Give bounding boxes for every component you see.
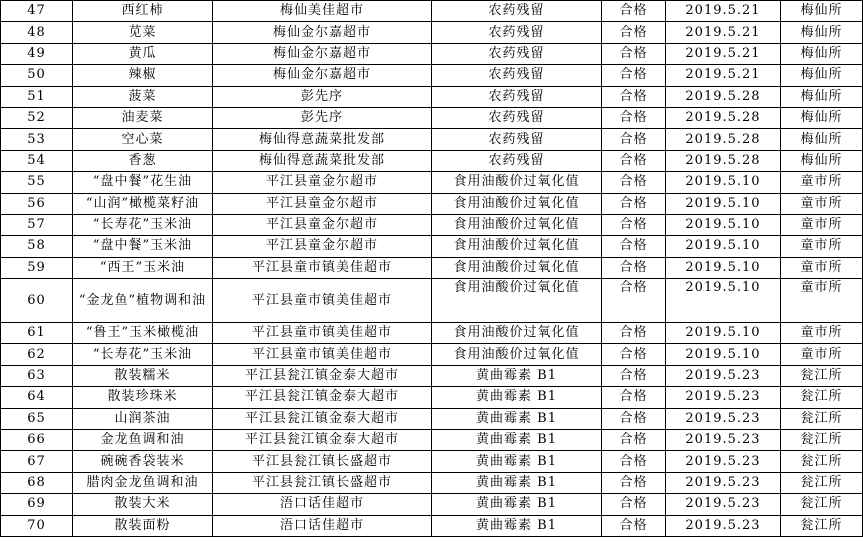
test-item-cell: 农药残留 [432, 86, 602, 107]
test-date-cell: 2019.5.28 [666, 129, 781, 150]
table-body [1, 1, 863, 537]
inspection-unit-cell: 瓮江所 [781, 494, 863, 515]
table-row [1, 107, 863, 128]
inspection-unit-cell: 梅仙所 [781, 65, 863, 86]
test-date-cell: 2019.5.10 [666, 323, 781, 344]
product-name-cell: 苋菜 [73, 22, 213, 43]
test-result-cell: 合格 [602, 65, 666, 86]
store-name-cell: 平江县瓮江镇长盛超市 [213, 472, 432, 493]
table-row [1, 323, 863, 344]
test-item-cell: 黄曲霉素 B1 [432, 365, 602, 386]
table-row [1, 193, 863, 214]
store-name-cell: 平江县童市镇美佳超市 [213, 279, 432, 323]
store-name-cell: 梅仙金尔嘉超市 [213, 65, 432, 86]
test-result-cell: 合格 [602, 430, 666, 451]
inspection-unit-cell: 瓮江所 [781, 408, 863, 429]
inspection-unit-cell: 童市所 [781, 279, 863, 323]
test-result-cell: 合格 [602, 86, 666, 107]
test-result-cell: 合格 [602, 472, 666, 493]
table-row [1, 494, 863, 515]
test-result-cell: 合格 [602, 344, 666, 365]
store-name-cell: 平江县童金尔超市 [213, 193, 432, 214]
row-number-cell: 50 [1, 65, 73, 86]
inspection-unit-cell: 童市所 [781, 257, 863, 278]
table-row [1, 214, 863, 235]
test-item-cell: 黄曲霉素 B1 [432, 472, 602, 493]
inspection-unit-cell: 梅仙所 [781, 43, 863, 64]
test-date-cell: 2019.5.21 [666, 22, 781, 43]
inspection-unit-cell: 梅仙所 [781, 107, 863, 128]
table-row [1, 129, 863, 150]
test-result-cell: 合格 [602, 408, 666, 429]
test-item-cell: 农药残留 [432, 129, 602, 150]
test-result-cell: 合格 [602, 257, 666, 278]
product-name-cell: 西红柿 [73, 1, 213, 22]
test-item-cell: 食用油酸价过氧化值 [432, 257, 602, 278]
test-item-cell: 食用油酸价过氧化值 [432, 279, 602, 323]
inspection-unit-cell: 梅仙所 [781, 129, 863, 150]
table-row [1, 279, 863, 323]
inspection-unit-cell: 瓮江所 [781, 472, 863, 493]
product-name-cell: 金龙鱼调和油 [73, 430, 213, 451]
test-item-cell: 食用油酸价过氧化值 [432, 236, 602, 257]
table-row [1, 472, 863, 493]
table-row [1, 515, 863, 536]
test-result-cell: 合格 [602, 236, 666, 257]
inspection-unit-cell: 瓮江所 [781, 365, 863, 386]
inspection-unit-cell: 梅仙所 [781, 86, 863, 107]
test-item-cell: 食用油酸价过氧化值 [432, 193, 602, 214]
test-date-cell: 2019.5.28 [666, 150, 781, 171]
table-row [1, 344, 863, 365]
row-number-cell: 54 [1, 150, 73, 171]
test-item-cell: 黄曲霉素 B1 [432, 387, 602, 408]
store-name-cell: 浯口话佳超市 [213, 515, 432, 536]
table-row [1, 365, 863, 386]
row-number-cell: 67 [1, 451, 73, 472]
test-item-cell: 黄曲霉素 B1 [432, 515, 602, 536]
product-name-cell: 散装面粉 [73, 515, 213, 536]
store-name-cell: 平江县童市镇美佳超市 [213, 257, 432, 278]
product-name-cell: “鲁王”玉米橄榄油 [73, 323, 213, 344]
product-name-cell: “盘中餐”花生油 [73, 172, 213, 193]
test-date-cell: 2019.5.28 [666, 86, 781, 107]
test-date-cell: 2019.5.10 [666, 344, 781, 365]
row-number-cell: 52 [1, 107, 73, 128]
table-row [1, 257, 863, 278]
product-name-cell: 菠菜 [73, 86, 213, 107]
test-result-cell: 合格 [602, 387, 666, 408]
store-name-cell: 梅仙美佳超市 [213, 1, 432, 22]
test-date-cell: 2019.5.10 [666, 172, 781, 193]
row-number-cell: 64 [1, 387, 73, 408]
test-item-cell: 农药残留 [432, 43, 602, 64]
test-result-cell: 合格 [602, 494, 666, 515]
row-number-cell: 63 [1, 365, 73, 386]
test-item-cell: 农药残留 [432, 150, 602, 171]
store-name-cell: 平江县童金尔超市 [213, 214, 432, 235]
product-name-cell: “长寿花”玉米油 [73, 214, 213, 235]
test-date-cell: 2019.5.10 [666, 214, 781, 235]
table-row [1, 43, 863, 64]
test-result-cell: 合格 [602, 22, 666, 43]
inspection-unit-cell: 瓮江所 [781, 451, 863, 472]
test-date-cell: 2019.5.23 [666, 430, 781, 451]
inspection-unit-cell: 瓮江所 [781, 430, 863, 451]
test-date-cell: 2019.5.23 [666, 515, 781, 536]
test-result-cell: 合格 [602, 1, 666, 22]
store-name-cell: 平江县瓮江镇长盛超市 [213, 451, 432, 472]
row-number-cell: 60 [1, 279, 73, 323]
store-name-cell: 平江县瓮江镇金泰大超市 [213, 408, 432, 429]
product-name-cell: “长寿花”玉米油 [73, 344, 213, 365]
row-number-cell: 53 [1, 129, 73, 150]
test-item-cell: 黄曲霉素 B1 [432, 451, 602, 472]
product-name-cell: 散装大米 [73, 494, 213, 515]
test-item-cell: 食用油酸价过氧化值 [432, 172, 602, 193]
row-number-cell: 48 [1, 22, 73, 43]
inspection-unit-cell: 童市所 [781, 344, 863, 365]
test-item-cell: 黄曲霉素 B1 [432, 430, 602, 451]
row-number-cell: 61 [1, 323, 73, 344]
table-row [1, 430, 863, 451]
test-date-cell: 2019.5.28 [666, 107, 781, 128]
product-name-cell: 香葱 [73, 150, 213, 171]
product-name-cell: 油麦菜 [73, 107, 213, 128]
test-date-cell: 2019.5.10 [666, 236, 781, 257]
row-number-cell: 57 [1, 214, 73, 235]
test-item-cell: 农药残留 [432, 107, 602, 128]
table-row [1, 236, 863, 257]
product-name-cell: 山润茶油 [73, 408, 213, 429]
store-name-cell: 平江县瓮江镇金泰大超市 [213, 387, 432, 408]
product-name-cell: 空心菜 [73, 129, 213, 150]
product-name-cell: “山润”橄榄菜籽油 [73, 193, 213, 214]
store-name-cell: 梅仙金尔嘉超市 [213, 43, 432, 64]
test-item-cell: 食用油酸价过氧化值 [432, 214, 602, 235]
store-name-cell: 梅仙得意蔬菜批发部 [213, 129, 432, 150]
table-row [1, 86, 863, 107]
inspection-unit-cell: 梅仙所 [781, 22, 863, 43]
test-result-cell: 合格 [602, 172, 666, 193]
test-date-cell: 2019.5.23 [666, 408, 781, 429]
test-date-cell: 2019.5.23 [666, 365, 781, 386]
test-result-cell: 合格 [602, 107, 666, 128]
test-result-cell: 合格 [602, 43, 666, 64]
store-name-cell: 平江县童市镇美佳超市 [213, 323, 432, 344]
table-row [1, 408, 863, 429]
table-row [1, 150, 863, 171]
test-date-cell: 2019.5.10 [666, 279, 781, 323]
product-name-cell: 散装糯米 [73, 365, 213, 386]
product-name-cell: “盘中餐”玉米油 [73, 236, 213, 257]
row-number-cell: 58 [1, 236, 73, 257]
test-result-cell: 合格 [602, 150, 666, 171]
inspection-unit-cell: 瓮江所 [781, 387, 863, 408]
test-item-cell: 农药残留 [432, 1, 602, 22]
row-number-cell: 51 [1, 86, 73, 107]
test-result-cell: 合格 [602, 365, 666, 386]
test-date-cell: 2019.5.23 [666, 451, 781, 472]
product-name-cell: 黄瓜 [73, 43, 213, 64]
row-number-cell: 56 [1, 193, 73, 214]
store-name-cell: 浯口话佳超市 [213, 494, 432, 515]
table-row [1, 1, 863, 22]
test-date-cell: 2019.5.23 [666, 472, 781, 493]
row-number-cell: 55 [1, 172, 73, 193]
test-result-cell: 合格 [602, 279, 666, 323]
inspection-unit-cell: 梅仙所 [781, 1, 863, 22]
product-name-cell: 散装珍珠米 [73, 387, 213, 408]
test-item-cell: 农药残留 [432, 65, 602, 86]
test-date-cell: 2019.5.21 [666, 43, 781, 64]
test-result-cell: 合格 [602, 323, 666, 344]
table-row [1, 22, 863, 43]
inspection-unit-cell: 童市所 [781, 236, 863, 257]
inspection-unit-cell: 童市所 [781, 323, 863, 344]
product-name-cell: 碗碗香袋装米 [73, 451, 213, 472]
row-number-cell: 62 [1, 344, 73, 365]
row-number-cell: 68 [1, 472, 73, 493]
test-item-cell: 黄曲霉素 B1 [432, 494, 602, 515]
test-date-cell: 2019.5.21 [666, 1, 781, 22]
test-date-cell: 2019.5.23 [666, 494, 781, 515]
store-name-cell: 平江县童市镇美佳超市 [213, 344, 432, 365]
test-item-cell: 食用油酸价过氧化值 [432, 344, 602, 365]
store-name-cell: 梅仙得意蔬菜批发部 [213, 150, 432, 171]
table-row [1, 172, 863, 193]
table-row [1, 65, 863, 86]
store-name-cell: 平江县瓮江镇金泰大超市 [213, 430, 432, 451]
test-item-cell: 黄曲霉素 B1 [432, 408, 602, 429]
row-number-cell: 65 [1, 408, 73, 429]
product-name-cell: 腊肉金龙鱼调和油 [73, 472, 213, 493]
test-date-cell: 2019.5.10 [666, 257, 781, 278]
row-number-cell: 47 [1, 1, 73, 22]
inspection-unit-cell: 梅仙所 [781, 150, 863, 171]
test-date-cell: 2019.5.21 [666, 65, 781, 86]
row-number-cell: 70 [1, 515, 73, 536]
store-name-cell: 平江县童金尔超市 [213, 236, 432, 257]
store-name-cell: 彭先序 [213, 86, 432, 107]
product-name-cell: “金龙鱼”植物调和油 [73, 279, 213, 323]
test-result-cell: 合格 [602, 515, 666, 536]
test-item-cell: 农药残留 [432, 22, 602, 43]
test-result-cell: 合格 [602, 193, 666, 214]
store-name-cell: 平江县童金尔超市 [213, 172, 432, 193]
store-name-cell: 梅仙金尔嘉超市 [213, 22, 432, 43]
inspection-unit-cell: 瓮江所 [781, 515, 863, 536]
test-item-cell: 食用油酸价过氧化值 [432, 323, 602, 344]
inspection-unit-cell: 童市所 [781, 214, 863, 235]
test-result-cell: 合格 [602, 129, 666, 150]
row-number-cell: 66 [1, 430, 73, 451]
test-date-cell: 2019.5.23 [666, 387, 781, 408]
store-name-cell: 彭先序 [213, 107, 432, 128]
product-name-cell: 辣椒 [73, 65, 213, 86]
store-name-cell: 平江县瓮江镇金泰大超市 [213, 365, 432, 386]
product-name-cell: “西王”玉米油 [73, 257, 213, 278]
test-date-cell: 2019.5.10 [666, 193, 781, 214]
row-number-cell: 69 [1, 494, 73, 515]
inspection-unit-cell: 童市所 [781, 193, 863, 214]
test-result-cell: 合格 [602, 214, 666, 235]
inspection-unit-cell: 童市所 [781, 172, 863, 193]
table-row [1, 451, 863, 472]
row-number-cell: 49 [1, 43, 73, 64]
test-result-cell: 合格 [602, 451, 666, 472]
table-row [1, 387, 863, 408]
row-number-cell: 59 [1, 257, 73, 278]
